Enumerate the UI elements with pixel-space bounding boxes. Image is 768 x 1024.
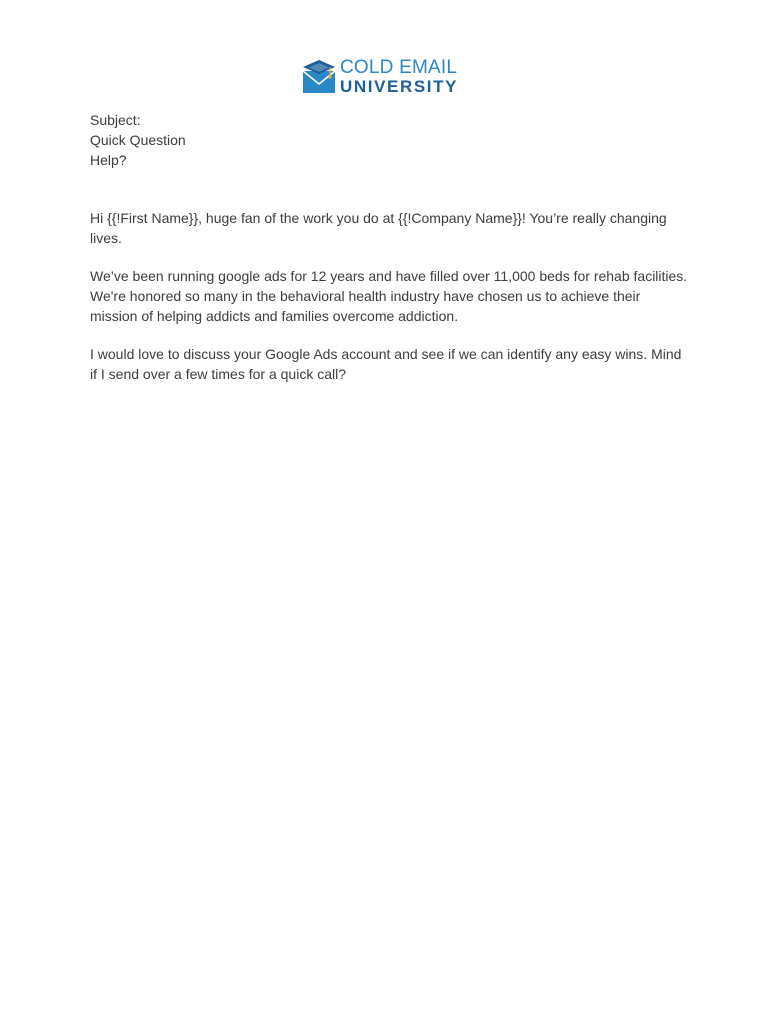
call-to-action-paragraph: I would love to discuss your Google Ads account and see if we can identify any easy wins. Mind if I send over a few times for a quick call? <box>90 346 682 382</box>
logo-text-line2: UNIVERSITY <box>340 76 459 96</box>
logo-text-line1: COLD EMAIL <box>340 56 458 78</box>
credentials-paragraph: We’ve been running google ads for 12 years and have filled over 11,000 beds for rehab facilities. We're honored so many in the behavioral health industry have chosen us to achieve their mission of helping addicts and families overcome addiction. <box>90 268 688 324</box>
logo-wordmark <box>340 58 458 95</box>
greeting-paragraph: Hi {{!First Name}}, huge fan of the work you do at {{!Company Name}}! You’re really changing lives. <box>90 210 667 246</box>
subject-line: Help? <box>90 152 127 168</box>
subject-line: Quick Question <box>90 132 186 148</box>
email-body <box>90 208 690 384</box>
email-content <box>90 110 690 402</box>
graduation-cap-envelope-icon <box>302 58 336 94</box>
subject-label: Subject: <box>90 112 141 128</box>
cold-email-university-logo <box>302 57 458 95</box>
subject-block <box>90 110 690 170</box>
